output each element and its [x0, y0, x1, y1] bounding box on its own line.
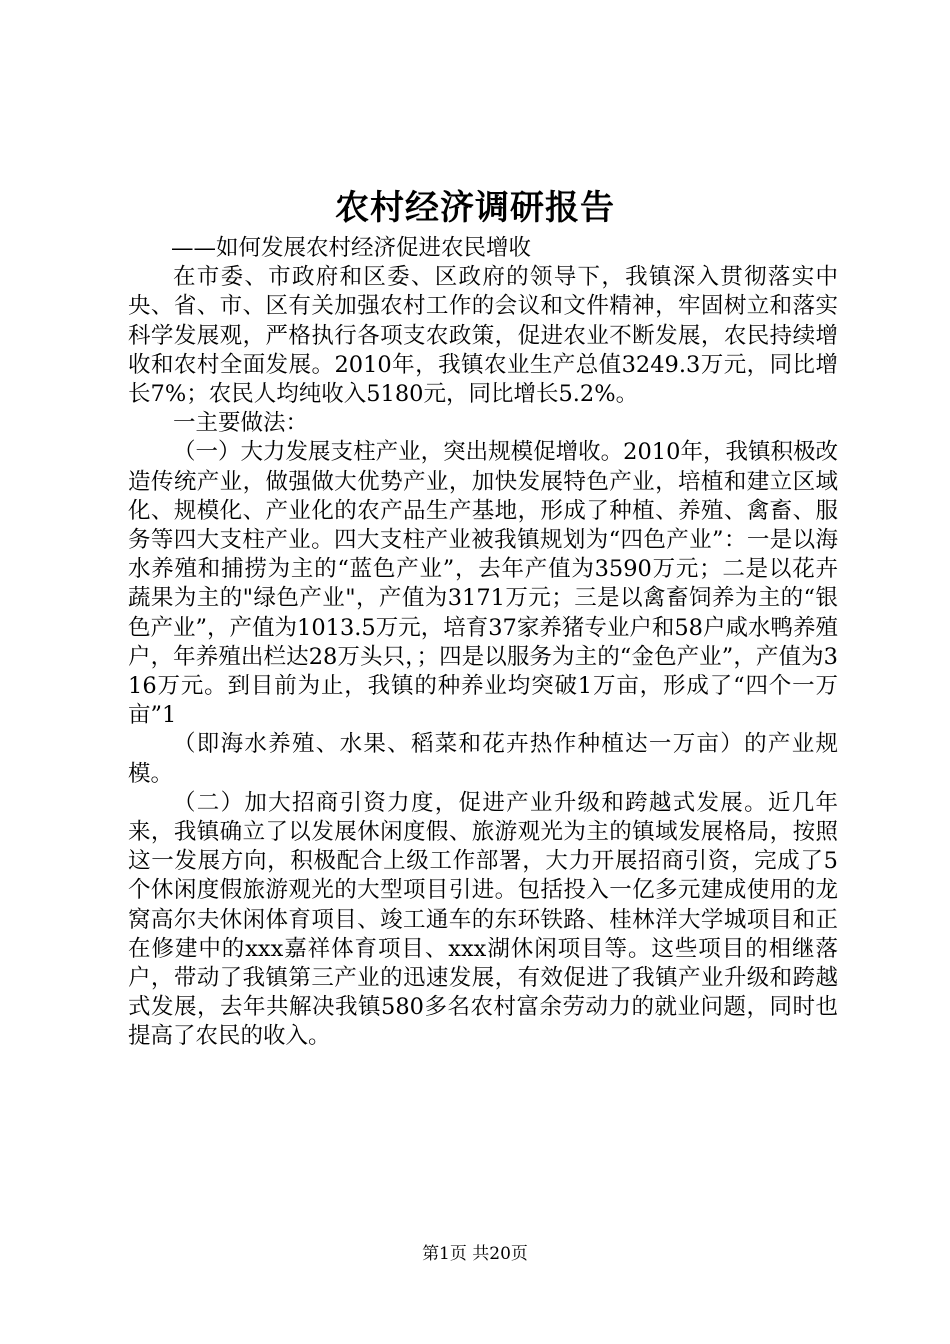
document-body [128, 234, 838, 1052]
section-heading-main-practices: 一主要做法： [173, 410, 309, 437]
paragraph-industry-scale: （即海水养殖、水果、稻菜和花卉热作种植达一万亩）的产业规模。 [128, 731, 838, 787]
paragraph-investment: （二）加大招商引资力度，促进产业升级和跨越式发展。近几年来，我镇确立了以发展休闲度假、旅游观光为主的镇域发展格局，按照这一发展方向，积极配合上级工作部署，大力开展招商引资，完成了5个休闲度假旅游观光的大型项目引进。包括投入一亿多元建成使用的龙窝高尔夫休闲体育项目、竣工通车的东环铁路、桂林洋大学城项目和正在修建中的xxx嘉祥体育项目、xxx湖休闲项目等。这些项目的相继落户，带动了我镇第三产业的迅速发展，有效促进了我镇产业升级和跨越式发展，去年共解决我镇580多名农村富余劳动力的就业问题，同时也提高了农民的收入。 [128, 789, 838, 1050]
paragraph-pillar-industries: （一）大力发展支柱产业，突出规模促增收。2010年，我镇积极改造传统产业，做强做大优势产业，加快发展特色产业，培植和建立区域化、规模化、产业化的农产品生产基地，形成了种植、养殖、禽畜、服务等四大支柱产业。四大支柱产业被我镇规划为“四色产业”：一是以海水养殖和捕捞为主的“蓝色产业”，去年产值为3590万元；二是以花卉蔬果为主的"绿色产业"，产值为3171万元；三是以禽畜饲养为主的“银色产业”，产值为1013.5万元，培育37家养猪专业户和58户咸水鸭养殖户，年养殖出栏达28万头只，；四是以服务为主的“金色产业”，产值为316万元。到目前为止，我镇的种养业均突破1万亩，形成了“四个一万亩”1 [128, 439, 838, 729]
document-title: 农村经济调研报告 [335, 188, 615, 228]
page-number-footer: 第1页 共20页 [422, 1244, 528, 1264]
document-subtitle: ——如何发展农村经济促进农民增收 [171, 235, 532, 261]
paragraph-intro: 在市委、市政府和区委、区政府的领导下，我镇深入贯彻落实中央、省、市、区有关加强农村工作的会议和文件精神，牢固树立和落实科学发展观，严格执行各项支农政策，促进农业不断发展，农民持续增收和农村全面发展。2010年，我镇农业生产总值3249.3万元，同比增长7%；农民人均纯收入5180元，同比增长5.2%。 [128, 264, 838, 408]
